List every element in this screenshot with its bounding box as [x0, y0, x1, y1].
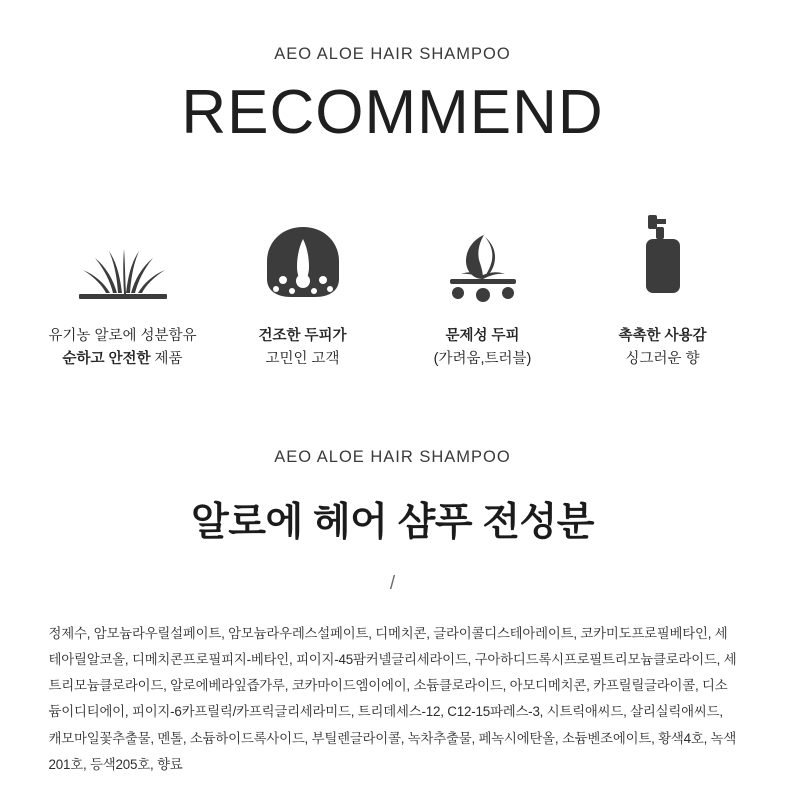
feature-list — [0, 211, 785, 370]
dry-scalp-icon — [213, 211, 393, 307]
feature-caption-line2: 순하고 안전한 제품 — [62, 350, 183, 367]
feature-item-moisture — [573, 211, 753, 370]
feature-caption-line2: 싱그러운 향 — [625, 350, 700, 367]
problem-scalp-icon — [393, 211, 573, 307]
ingredients-section — [0, 448, 785, 595]
feature-caption-line1: 유기농 알로에 성분함유 — [48, 328, 197, 345]
feature-item-problem-scalp — [393, 211, 573, 370]
feature-caption-dry-scalp — [213, 325, 393, 370]
feature-caption-problem-scalp — [393, 325, 573, 370]
feature-caption-line2: 고민인 고객 — [265, 350, 340, 367]
feature-caption-line1: 건조한 두피가 — [258, 328, 347, 345]
shampoo-bottle-icon — [573, 211, 753, 307]
hero-eyebrow: AEO ALOE HAIR SHAMPOO — [274, 45, 511, 63]
page-title: RECOMMEND — [181, 78, 604, 147]
feature-caption-line2: (가려움,트러블) — [433, 350, 532, 367]
feature-item-organic — [33, 211, 213, 370]
hero-section — [0, 0, 785, 145]
feature-caption-moisture — [573, 325, 753, 370]
feature-item-dry-scalp — [213, 211, 393, 370]
grass-icon — [33, 211, 213, 307]
feature-caption-line1: 촉촉한 사용감 — [618, 328, 707, 345]
feature-caption-organic — [33, 325, 213, 370]
divider-slash: / — [389, 573, 396, 595]
ingredients-text: 정제수, 암모늄라우릴설페이트, 암모늄라우레스설페이트, 디메치콘, 글라이콜디스테아레이트, 코카미도프로필베타인, 세테아릴알코올, 디메치콘프로필피지-베타인, 피이지-45팜커넬글리세라이드, 구아하디드록시프로필트리모늄클로라이드, 세트리모늄클로라이드, 알로에베라잎즙가루, 코카마이드엠이에이, 소듐클로라이드, 아모디메치콘, 카프릴릴글라이콜, 디소듐이디티에이, 피이지-6카프릴릭/카프릭글리세라미드, 트리데세스-12, C12-15파레스-3, 시트릭애씨드, 살리실릭애씨드, 캐모마일꽃추출물, 멘톨, 소듐하이드록사이드, 부틸렌글라이콜, 녹차추출물, 페녹시에탄올, 소듐벤조에이트, 황색4호, 녹색201호, 등색205호, 향료 — [48, 626, 737, 772]
feature-caption-line1: 문제성 두피 — [445, 328, 520, 345]
section2-title: 알로에 헤어 샴푸 전성분 — [191, 501, 594, 545]
section2-eyebrow: AEO ALOE HAIR SHAMPOO — [274, 448, 511, 467]
